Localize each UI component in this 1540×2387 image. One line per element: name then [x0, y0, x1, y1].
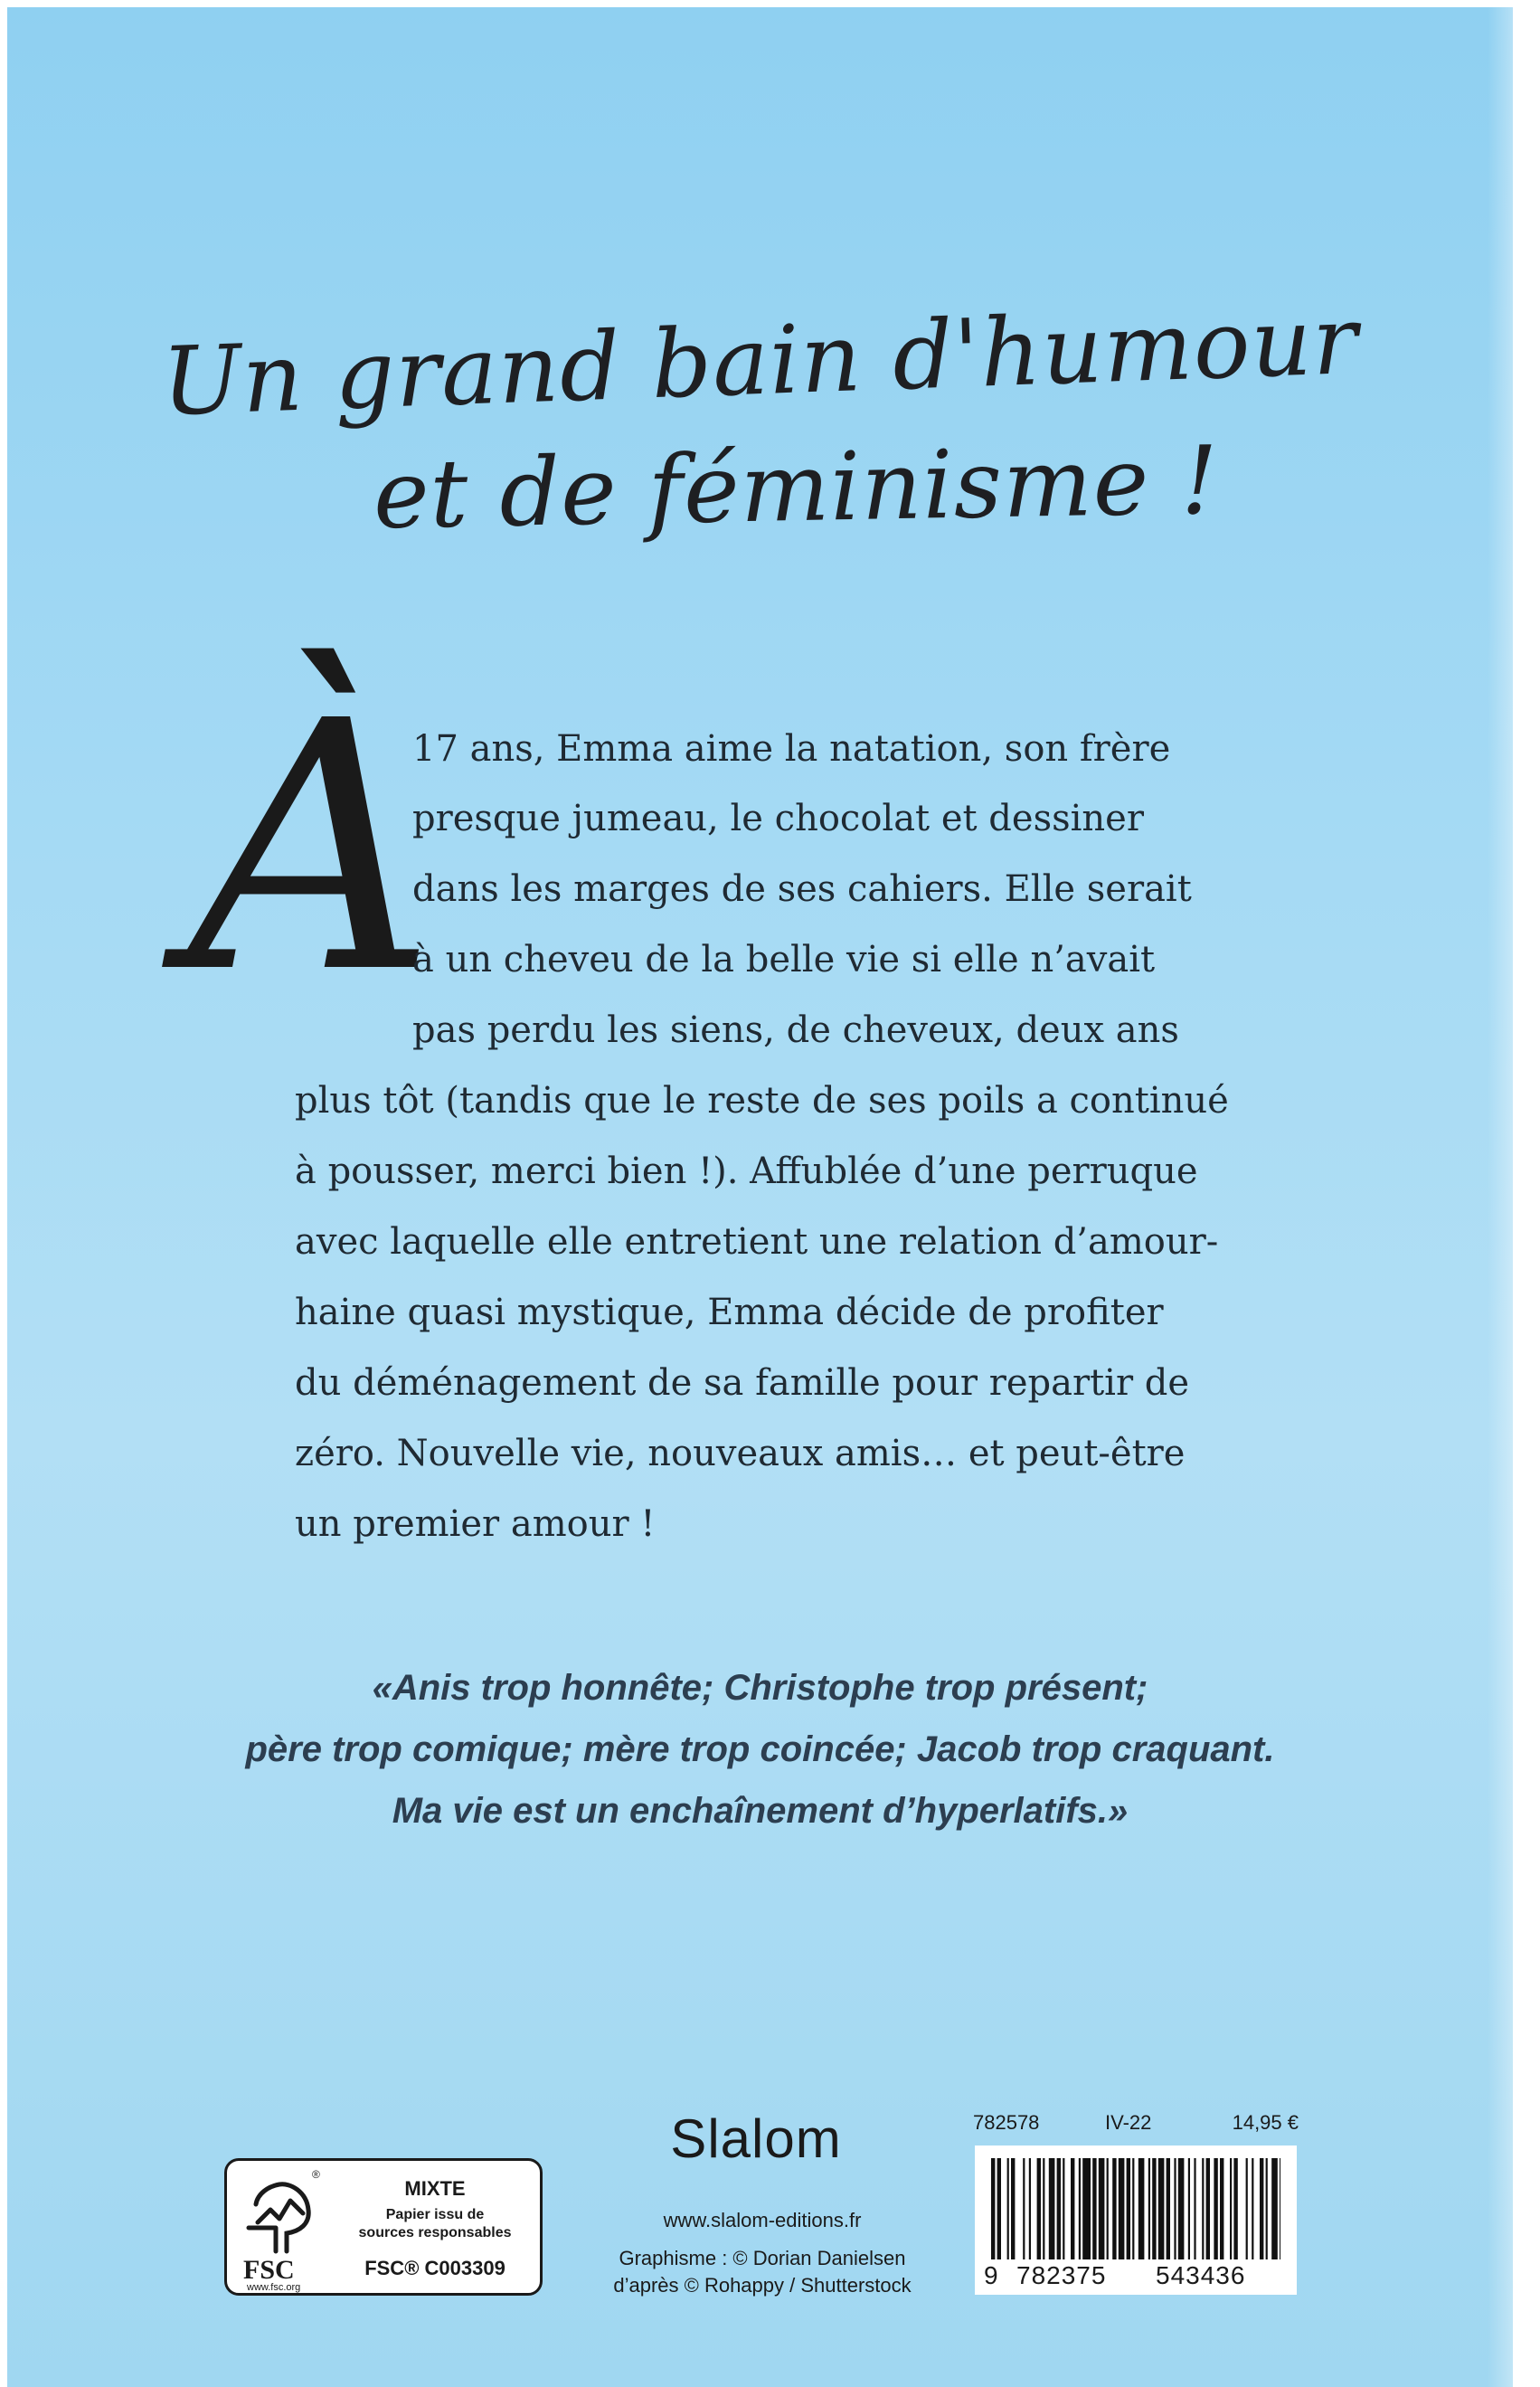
- barcode-bar: [1220, 2158, 1223, 2259]
- barcode-bar: [1194, 2158, 1195, 2259]
- barcode-meta: [973, 2111, 1299, 2138]
- barcode-digit-group-1: 782375: [1016, 2261, 1107, 2289]
- barcode-bar: [1127, 2158, 1130, 2259]
- blurb-line: plus tôt (tandis que le reste de ses poils a continué: [295, 1080, 1229, 1122]
- product-code: 782578: [973, 2111, 1040, 2134]
- barcode-bar: [1246, 2158, 1248, 2259]
- drop-cap: À: [188, 648, 437, 1048]
- blurb-line: haine quasi mystique, Emma décide de profiter: [295, 1292, 1164, 1333]
- fsc-tree-icon: [240, 2174, 317, 2259]
- blurb-line: 17 ans, Emma aime la natation, son frère: [412, 728, 1171, 770]
- barcode-bar: [1071, 2158, 1074, 2259]
- barcode-bar: [1092, 2158, 1096, 2259]
- back-cover: [7, 7, 1513, 2387]
- barcode-bar: [1057, 2158, 1061, 2259]
- blurb-line: à pousser, merci bien !). Affublée d’une perruque: [295, 1151, 1198, 1192]
- barcode-bar: [1178, 2158, 1185, 2259]
- price: 14,95 €: [1232, 2111, 1299, 2134]
- barcode-bar: [1230, 2158, 1232, 2259]
- quote-line: père trop comique; mère trop coincée; Jacob trop craquant.: [245, 1729, 1275, 1769]
- headline-line-2: et de féminisme !: [372, 424, 1221, 551]
- registered-mark: ®: [312, 2168, 320, 2181]
- barcode-bar: [1112, 2158, 1116, 2259]
- isbn-barcode: [975, 2145, 1297, 2295]
- barcode-bar: [1152, 2158, 1156, 2259]
- fsc-letters: FSC: [243, 2255, 295, 2285]
- barcode-bar: [1188, 2158, 1190, 2259]
- barcode-bar: [1049, 2158, 1055, 2259]
- barcode-bar: [1206, 2158, 1210, 2259]
- barcode-bar: [1023, 2158, 1025, 2259]
- barcode-bar: [1252, 2158, 1253, 2259]
- barcode-bar: [1082, 2158, 1091, 2259]
- blurb-line: un premier amour !: [295, 1503, 656, 1545]
- barcode-bar: [1029, 2158, 1031, 2259]
- barcode-bar: [1266, 2158, 1268, 2259]
- blurb-line: du déménagement de sa famille pour repartir de: [295, 1362, 1190, 1404]
- blurb-line: dans les marges de ses cahiers. Elle serait: [412, 868, 1192, 910]
- barcode-digit-group-2: 543436: [1156, 2261, 1246, 2289]
- publisher-logo: Slalom: [670, 2108, 842, 2169]
- edition-code: IV-22: [1105, 2111, 1152, 2134]
- publisher-website: www.slalom-editions.fr: [663, 2209, 862, 2231]
- barcode-bar: [1260, 2158, 1263, 2259]
- image-credit: d’après © Rohappy / Shutterstock: [613, 2274, 912, 2297]
- barcode-bar: [1007, 2158, 1009, 2259]
- fsc-desc-line-1: Papier issu de: [385, 2207, 485, 2222]
- fsc-url: www.fsc.org: [247, 2282, 301, 2293]
- fsc-label: [224, 2158, 543, 2296]
- design-credit: Graphisme : © Dorian Danielsen: [619, 2247, 906, 2269]
- barcode-bar: [1138, 2158, 1145, 2259]
- quote-line: «Anis trop honnête; Christophe trop présent;: [372, 1668, 1148, 1708]
- barcode-bar: [1214, 2158, 1217, 2259]
- barcode-bar: [1043, 2158, 1044, 2259]
- blurb-line: zéro. Nouvelle vie, nouveaux amis… et peut-être: [295, 1433, 1186, 1474]
- barcode-digit-first: 9: [984, 2261, 998, 2289]
- fsc-description: [335, 2206, 534, 2242]
- barcode-bar: [1011, 2158, 1015, 2259]
- barcode-bars: [991, 2158, 1280, 2259]
- barcode-bar: [1063, 2158, 1064, 2259]
- barcode-bar: [1271, 2158, 1278, 2259]
- barcode-bar: [1037, 2158, 1041, 2259]
- barcode-bar: [997, 2158, 1001, 2259]
- barcode-bar: [1079, 2158, 1081, 2259]
- blurb-line: avec laquelle elle entretient une relation d’amour-: [295, 1221, 1219, 1263]
- barcode-bar: [1132, 2158, 1134, 2259]
- barcode-bar: [1202, 2158, 1204, 2259]
- barcode-bar: [1174, 2158, 1176, 2259]
- barcode-bar: [1158, 2158, 1165, 2259]
- headline-line-1: Un grand bain d'humour: [160, 284, 1360, 438]
- barcode-bar: [1099, 2158, 1105, 2259]
- barcode-bar: [1148, 2158, 1150, 2259]
- fsc-mixte-label: MIXTE: [404, 2177, 466, 2200]
- quote-line: Ma vie est un enchaînement d’hyperlatifs.»: [392, 1791, 1129, 1831]
- barcode-bar: [1107, 2158, 1109, 2259]
- blurb-line: pas perdu les siens, de cheveux, deux ans: [412, 1009, 1179, 1051]
- fsc-desc-line-2: sources responsables: [358, 2225, 512, 2240]
- barcode-bar: [991, 2158, 995, 2259]
- barcode-bar: [1167, 2158, 1170, 2259]
- barcode-bar: [1119, 2158, 1125, 2259]
- fsc-license-code: FSC® C003309: [364, 2257, 505, 2279]
- blurb-line: presque jumeau, le chocolat et dessiner: [412, 798, 1144, 839]
- barcode-bar: [1233, 2158, 1237, 2259]
- blurb-line: à un cheveu de la belle vie si elle n’avait: [412, 939, 1156, 980]
